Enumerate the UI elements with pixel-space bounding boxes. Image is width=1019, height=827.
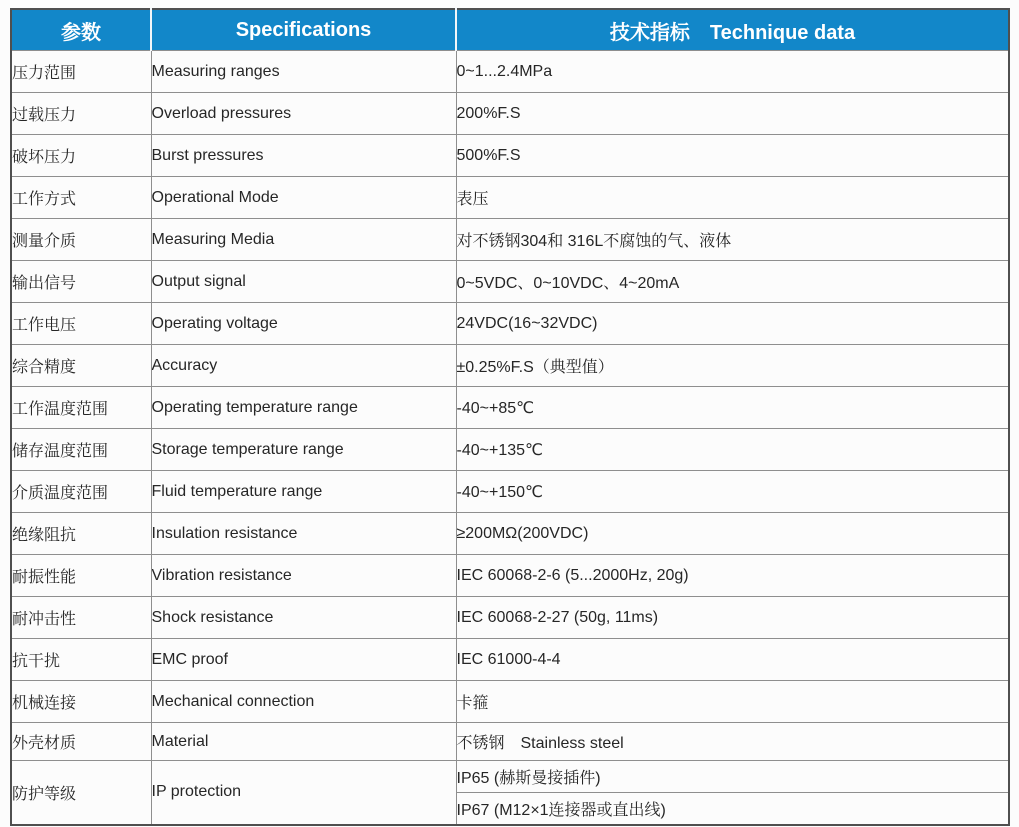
header-col-technique-data: 技术指标 Technique data bbox=[456, 9, 1009, 51]
table-row bbox=[11, 471, 1009, 513]
tech-value: IEC 61000-4-4 bbox=[456, 639, 1009, 681]
param-cn: 机械连接 bbox=[11, 681, 151, 723]
table-row bbox=[11, 429, 1009, 471]
spec-en: Operating voltage bbox=[151, 303, 456, 345]
table-row bbox=[11, 513, 1009, 555]
table-row bbox=[11, 681, 1009, 723]
param-cn: 输出信号 bbox=[11, 261, 151, 303]
tech-value: ≥200MΩ(200VDC) bbox=[456, 513, 1009, 555]
spec-en: Mechanical connection bbox=[151, 681, 456, 723]
tech-value: IEC 60068-2-6 (5...2000Hz, 20g) bbox=[456, 555, 1009, 597]
spec-en: IP protection bbox=[151, 761, 456, 825]
tech-value: 200%F.S bbox=[456, 93, 1009, 135]
tech-value: 0~5VDC、0~10VDC、4~20mA bbox=[456, 261, 1009, 303]
table-row bbox=[11, 219, 1009, 261]
tech-value: IP67 (M12×1连接器或直出线) bbox=[456, 793, 1009, 825]
header-col-specifications: Specifications bbox=[151, 9, 456, 51]
param-cn: 压力范围 bbox=[11, 51, 151, 93]
param-cn: 综合精度 bbox=[11, 345, 151, 387]
table-row bbox=[11, 597, 1009, 639]
param-cn: 过载压力 bbox=[11, 93, 151, 135]
param-cn: 工作电压 bbox=[11, 303, 151, 345]
spec-en: Material bbox=[151, 723, 456, 761]
tech-value: -40~+85℃ bbox=[456, 387, 1009, 429]
spec-en: Fluid temperature range bbox=[151, 471, 456, 513]
tech-value: -40~+150℃ bbox=[456, 471, 1009, 513]
tech-value: IEC 60068-2-27 (50g, 11ms) bbox=[456, 597, 1009, 639]
param-cn: 介质温度范围 bbox=[11, 471, 151, 513]
table-row bbox=[11, 639, 1009, 681]
table-row bbox=[11, 51, 1009, 93]
table-row bbox=[11, 345, 1009, 387]
table-body bbox=[11, 51, 1009, 825]
spec-en: Shock resistance bbox=[151, 597, 456, 639]
tech-value: 对不锈钢304和 316L不腐蚀的气、液体 bbox=[456, 219, 1009, 261]
param-cn: 测量介质 bbox=[11, 219, 151, 261]
table-row bbox=[11, 761, 1009, 793]
tech-value: 500%F.S bbox=[456, 135, 1009, 177]
spec-en: Burst pressures bbox=[151, 135, 456, 177]
table-row bbox=[11, 177, 1009, 219]
param-cn: 工作温度范围 bbox=[11, 387, 151, 429]
param-cn: 工作方式 bbox=[11, 177, 151, 219]
spec-en: EMC proof bbox=[151, 639, 456, 681]
tech-value: 不锈钢 Stainless steel bbox=[456, 723, 1009, 761]
table-row bbox=[11, 135, 1009, 177]
tech-value: IP65 (赫斯曼接插件) bbox=[456, 761, 1009, 793]
tech-value: 表压 bbox=[456, 177, 1009, 219]
table-row bbox=[11, 723, 1009, 761]
param-cn: 抗干扰 bbox=[11, 639, 151, 681]
specifications-table bbox=[10, 8, 1010, 826]
param-cn: 外壳材质 bbox=[11, 723, 151, 761]
spec-en: Measuring Media bbox=[151, 219, 456, 261]
table-row bbox=[11, 303, 1009, 345]
spec-en: Measuring ranges bbox=[151, 51, 456, 93]
spec-en: Overload pressures bbox=[151, 93, 456, 135]
tech-value: 0~1...2.4MPa bbox=[456, 51, 1009, 93]
param-cn: 耐冲击性 bbox=[11, 597, 151, 639]
table-header bbox=[11, 9, 1009, 51]
param-cn: 破坏压力 bbox=[11, 135, 151, 177]
param-cn: 耐振性能 bbox=[11, 555, 151, 597]
spec-en: Output signal bbox=[151, 261, 456, 303]
spec-sheet bbox=[10, 8, 1010, 826]
spec-en: Storage temperature range bbox=[151, 429, 456, 471]
tech-value: 24VDC(16~32VDC) bbox=[456, 303, 1009, 345]
tech-value: ±0.25%F.S（典型值） bbox=[456, 345, 1009, 387]
spec-en: Vibration resistance bbox=[151, 555, 456, 597]
table-row bbox=[11, 387, 1009, 429]
param-cn: 防护等级 bbox=[11, 761, 151, 825]
tech-value: 卡箍 bbox=[456, 681, 1009, 723]
table-row bbox=[11, 555, 1009, 597]
spec-en: Accuracy bbox=[151, 345, 456, 387]
table-row bbox=[11, 261, 1009, 303]
spec-en: Insulation resistance bbox=[151, 513, 456, 555]
param-cn: 储存温度范围 bbox=[11, 429, 151, 471]
tech-value: -40~+135℃ bbox=[456, 429, 1009, 471]
spec-en: Operating temperature range bbox=[151, 387, 456, 429]
param-cn: 绝缘阻抗 bbox=[11, 513, 151, 555]
header-col-parameter: 参数 bbox=[11, 9, 151, 51]
spec-en: Operational Mode bbox=[151, 177, 456, 219]
table-row bbox=[11, 93, 1009, 135]
